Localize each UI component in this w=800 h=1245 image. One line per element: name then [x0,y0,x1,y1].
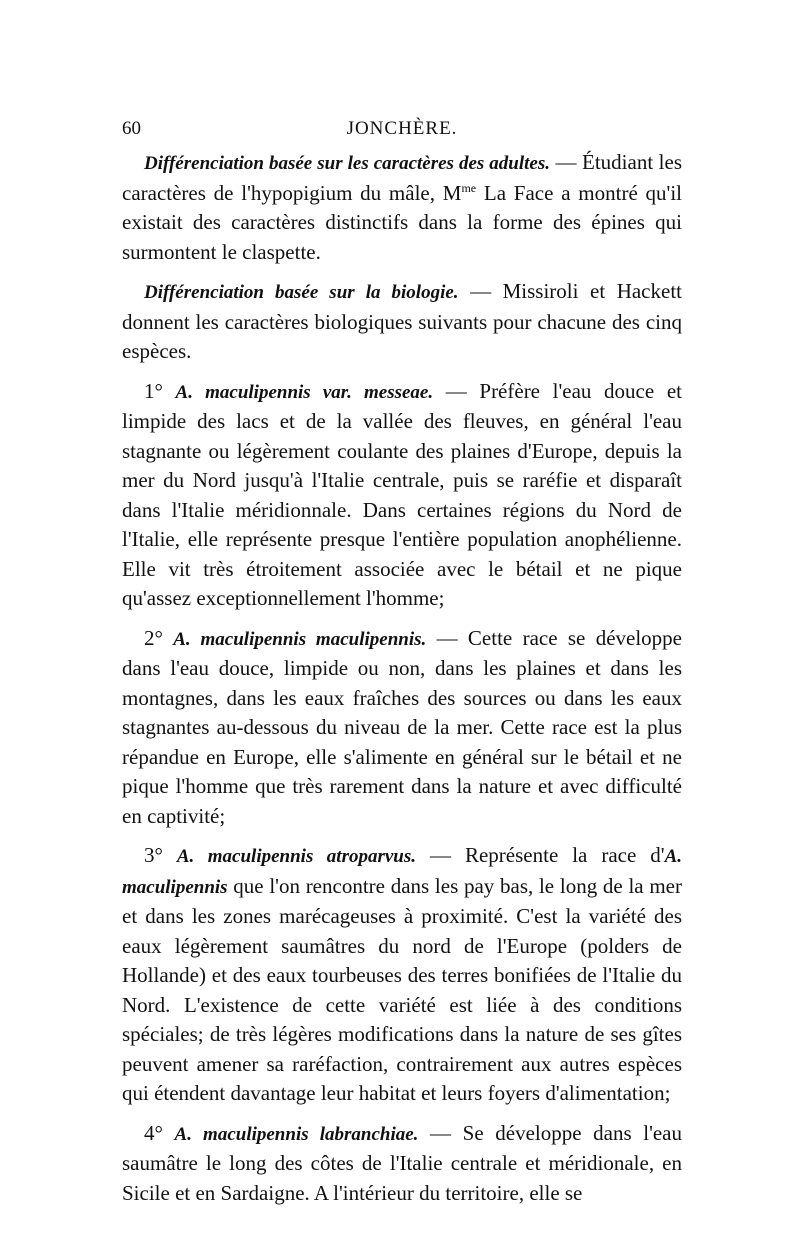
paragraph-text: que l'on rencontre dans les pay bas, le long de la mer et dans les zones marécageuses à proximité. C'est la variété des eaux légèrement saumâtres du nord de l'Europe (polders de Hollande) et des eaux tourbeuses des terres bonifiées de l'Italie du Nord. L'existence de cette variété est liée à des conditions spéciales; de très légères modifications dans la nature de ses gîtes peuvent amener sa raréfaction, contrairement aux autres espèces qui étendent davantage leur habitat et leurs foyers d'alimentation; [122,873,682,1105]
paragraph-text: — Préfère l'eau douce et limpide des lacs et de la vallée des fleuves, en général l'eau stagnante ou légèrement coulante des plaines d'Europe, depuis la mer du Nord jusqu'à l'Italie centrale, puis se raréfie et disparaît dans l'Italie méridionnale. Dans certaines régions du Nord de l'Italie, elle représente presque l'entière population anophélienne. Elle vit très étroitement associée avec le bétail et ne pique qu'assez exceptionnellement l'homme; [122,378,682,610]
paragraph-species-1 [122,377,682,614]
species-name: A. maculipennis maculipennis. [173,628,427,650]
superscript: me [461,180,477,195]
paragraph-heading: Différenciation basée sur la biologie. [144,282,459,303]
species-name: A. maculipennis var. messeae. [175,381,434,403]
list-number: 3° [144,843,163,867]
paragraph-text: — Missiroli et Hackett donnent les caractères biologiques suivants pour chacune des cinq espèces. [122,279,682,363]
species-name: A. maculipennis atroparvus. [176,846,417,867]
paragraph-text: La Face a montré qu'il existait des caractères distinctifs dans la forme des épines qui surmontent le claspette. [122,180,682,264]
paragraph-species-3 [122,841,682,1109]
running-title: JONCHÈRE. [346,118,458,139]
inline-species-name: A. maculipennis [122,846,682,898]
paragraph-species-4 [122,1119,682,1209]
body-text [122,148,682,1218]
paragraph-text: — Représente la race d' [416,843,665,867]
running-header [122,118,682,148]
paragraph-text: — Étudiant les caractères de l'hypopigium du mâle, M [122,150,682,205]
page-number: 60 [122,118,141,139]
list-number: 4° [144,1120,163,1145]
paragraph-heading: Différenciation basée sur les caractères des adultes. [144,153,550,174]
list-number: 2° [144,625,163,650]
paragraph-text: — Cette race se développe dans l'eau douce, limpide ou non, dans les plaines et dans les montagnes, dans les eaux fraîches des sources ou dans les eaux stagnantes au-dessous du niveau de la mer. Cette race est la plus répandue en Europe, elle s'alimente en général sur le bétail et ne pique l'homme que très rarement dans la nature et avec difficulté en captivité; [122,625,682,828]
species-name: A. maculipennis labranchiae. [174,1123,419,1145]
paragraph-species-2 [122,624,682,832]
list-number: 1° [144,378,163,403]
paragraph-text: — Se développe dans l'eau saumâtre le long des côtes de l'Italie centrale et méridionale, en Sicile et en Sardaigne. A l'intérieur du territoire, elle se [122,1120,683,1205]
paragraph-biology-differentiation [122,277,682,367]
paragraph-adult-differentiation [122,148,682,267]
